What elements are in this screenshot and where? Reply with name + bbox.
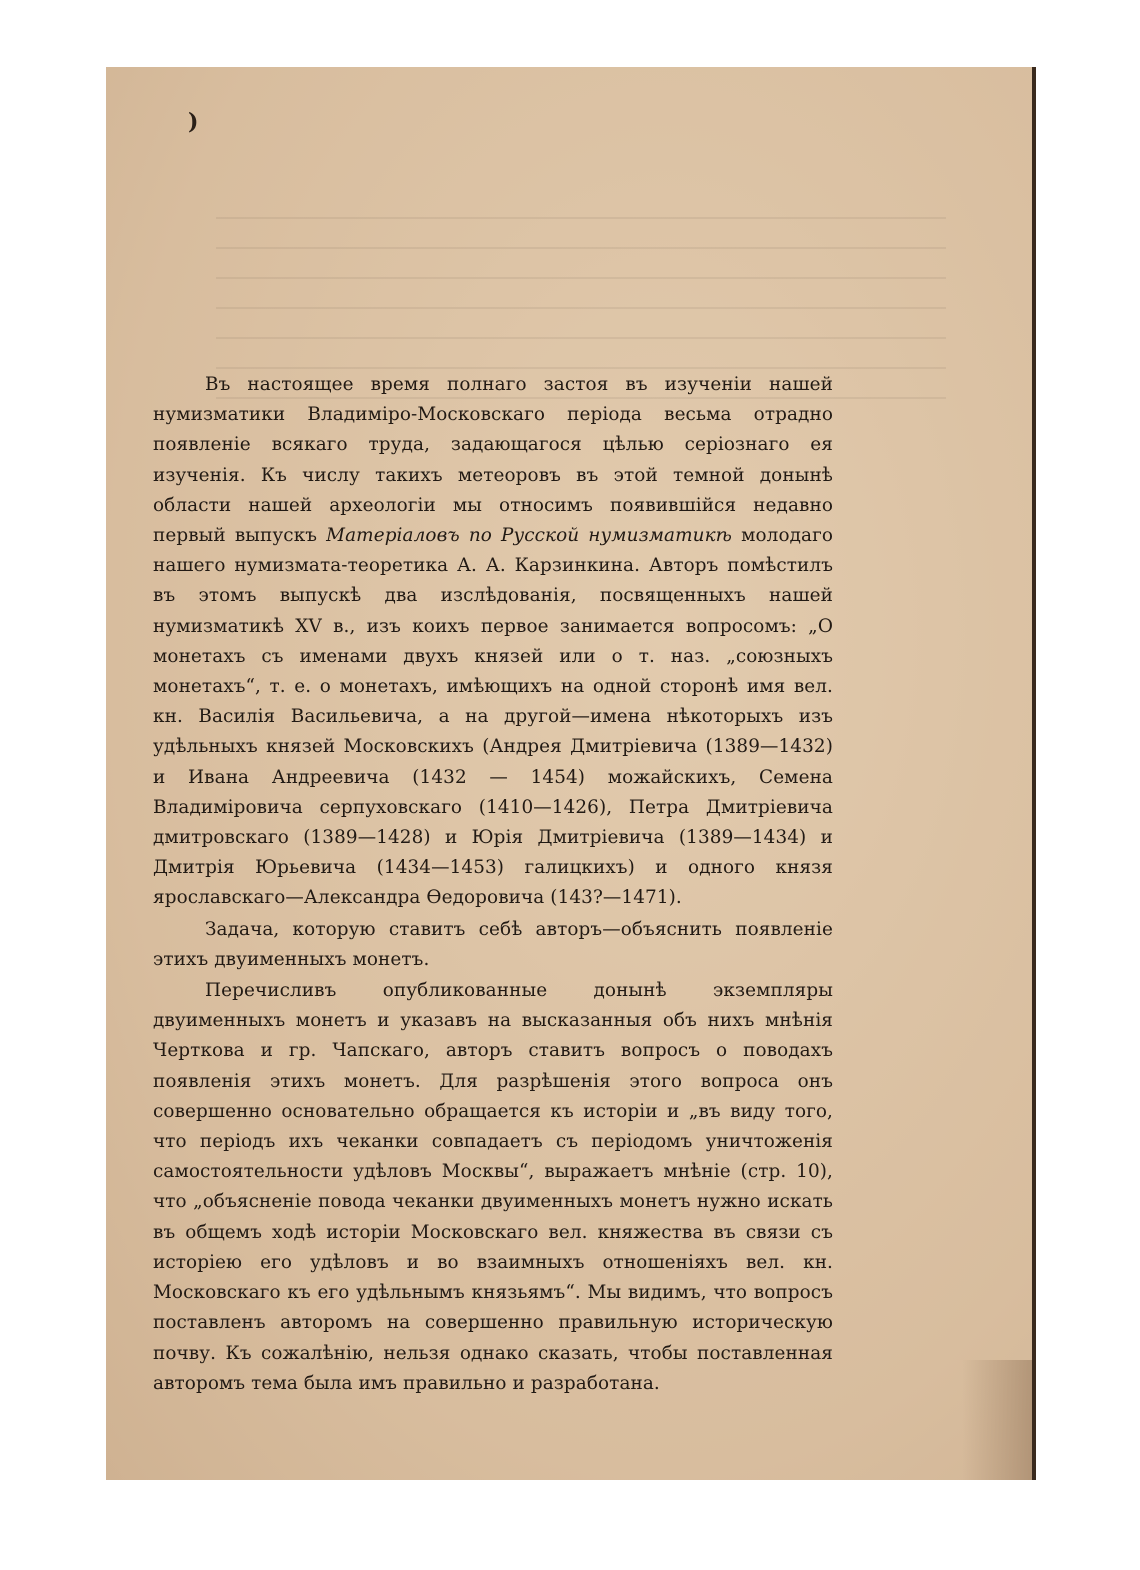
page-corner-shadow [962, 1360, 1032, 1480]
paragraph-1-rest: молодаго нашего нумизмата-теоретика А. А. Карзинкина. Авторъ помѣстилъ въ этомъ выпускѣ два изслѣдованія, посвященныхъ нашей нумизматикѣ XV в., изъ коихъ первое занимается вопросомъ: „О монетахъ съ именами двухъ князей или о т. наз. „союзныхъ монетахъ“, т. е. о монетахъ, имѣющихъ на одной сторонѣ имя вел. кн. Василія Васильевича, а на другой—имена нѣкоторыхъ изъ удѣльныхъ князей Московскихъ (Андрея Дмитріевича (1389—1432) и Ивана Андреевича (1432 — 1454) можайскихъ, Семена Владиміровича серпуховскаго (1410—1426), Петра Дмитріевича дмитровскаго (1389—1428) и Юрія Дмитріевича (1389—1434) и Дмитрія Юрьевича (1434—1453) галицкихъ) и одного князя ярославскаго—Александра Ѳедоровича (143?—1471). [153, 525, 834, 909]
paragraph-3: Перечисливъ опубликованные донынѣ экземпляры двуименныхъ монетъ и указавъ на высказанныя объ нихъ мнѣнія Черткова и гр. Чапскаго, авторъ ставитъ вопросъ о поводахъ появленія этихъ монетъ. Для разрѣшенія этого вопроса онъ совершенно основательно обращается къ исторіи и „въ виду того, что періодъ ихъ чеканки совпадаетъ съ періодомъ уничтоженія самостоятельности удѣловъ Москвы“, выражаетъ мнѣніе (стр. 10), что „объясненіе повода чеканки двуименныхъ монетъ нужно искать въ общемъ ходѣ исторіи Московскаго вел. княжества въ связи съ исторіею его удѣловъ и во взаимныхъ отношеніяхъ вел. кн. Московскаго къ его удѣльнымъ князьямъ“. Мы видимъ, что вопросъ поставленъ авторомъ на совершенно правильную историческую почву. Къ сожалѣнію, нельзя однако сказать, чтобы поставленная авторомъ тема была имъ правильно и разработана. [153, 980, 833, 1394]
paragraph-2: Задача, которую ставитъ себѣ авторъ—объяснить появленіе этихъ двуименныхъ монетъ. [153, 918, 833, 970]
paragraph-1-start: Въ настоящее время полнаго застоя въ изученіи нашей нумизматики Владиміро-Московскаго періода весьма отрадно появленіе всякаго труда, задающагося цѣлью серіознаго ея изученія. Къ числу такихъ метеоровъ въ этой темной донынѣ области нашей археологіи мы относимъ появившійся недавно первый выпускъ [153, 374, 833, 547]
margin-mark: ) [188, 109, 199, 135]
book-title-italic: Матеріаловъ по Русской нумизматикѣ [326, 525, 733, 547]
paragraph-1 [153, 370, 833, 914]
body-text [153, 370, 833, 1399]
